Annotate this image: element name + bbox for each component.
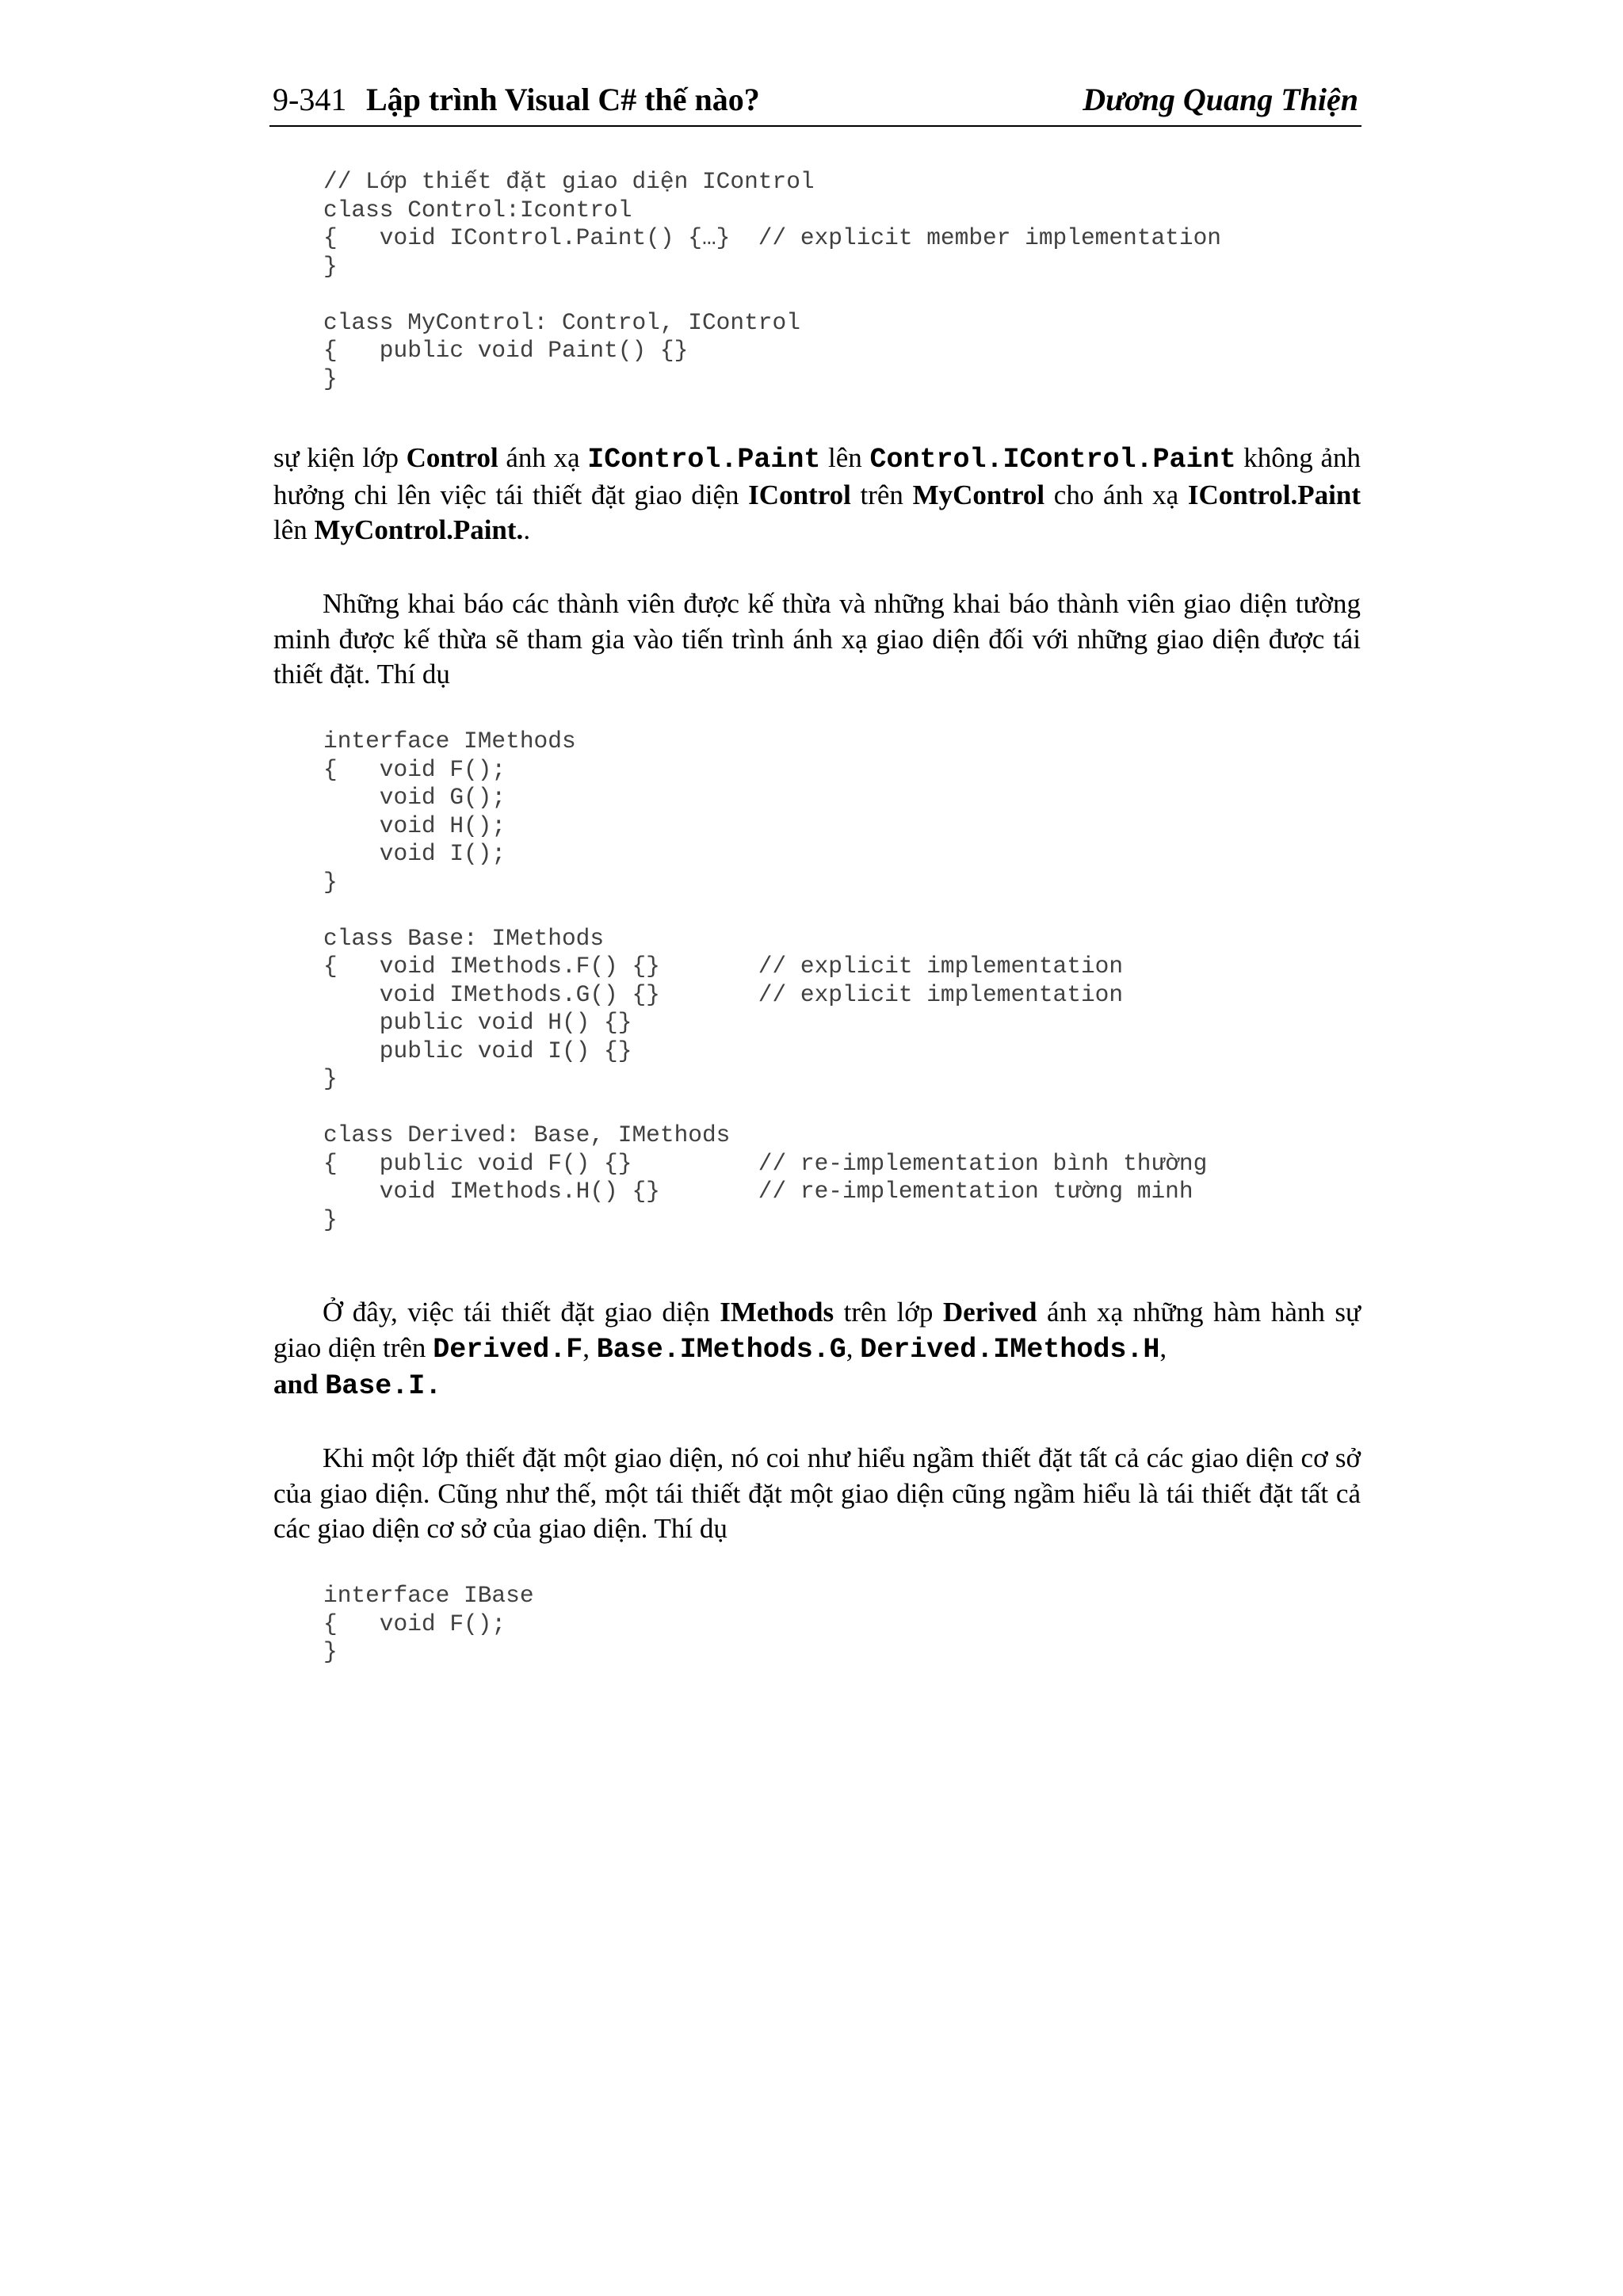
text-run: ánh xạ [498,442,588,473]
text-run: lên [273,514,315,545]
bold-term: IControl.Paint [1187,479,1361,510]
text-run: trên [850,479,913,510]
paragraph-derived-mapping [273,1295,1361,1404]
bold-term: MyControl.Paint. [314,514,524,545]
text-run: cho ánh xạ [1044,479,1188,510]
bold-term: and [273,1369,319,1400]
text-run: trên lớp [834,1297,943,1328]
paragraph-inherited-members: Những khai báo các thành viên được kế thừa và những khai báo thành viên giao diện tường minh được kế thừa sẽ tham gia vào tiến trình ánh xạ giao diện đối với những giao diện được tái thiết đặt. Thí dụ [273,588,1361,690]
bold-term: MyControl [912,479,1045,510]
code-term: Base.IMethods.G [596,1333,846,1366]
page-number: 9-341 [273,82,347,117]
text-run: , [846,1331,861,1363]
text-run: . [523,514,531,545]
author-name: Dương Quang Thiện [1083,82,1358,117]
text-run [318,1369,325,1400]
text-run: ánh xạ những hàm hành sự giao diện trên [273,1297,1361,1363]
code-term: Base.I. [325,1370,442,1402]
text-run: Ở đây, việc tái thiết đặt giao diện [323,1297,720,1328]
book-title: Lập trình Visual C# thế nào? [366,82,760,117]
paragraph-control-mapping [273,441,1361,548]
text-run: sự kiện lớp [273,442,407,473]
page-header [269,76,1361,127]
paragraph-base-interfaces: Khi một lớp thiết đặt một giao diện, nó coi như hiểu ngầm thiết đặt tất cả các giao diện cơ sở của giao diện. Cũng như thế, một tái thiết đặt một giao diện cũng ngầm hiểu là tái thiết đặt tất cả các giao diện cơ sở của giao diện. Thí dụ [273,1442,1361,1544]
code-term: Derived.F [433,1333,583,1366]
text-run: , [1159,1331,1167,1363]
bold-term: IMethods [720,1297,834,1328]
text-run: , [582,1331,597,1363]
code-term: IControl.Paint [587,444,821,476]
bold-term: IControl [748,479,851,510]
bold-term: Control [406,442,498,473]
text-run: lên [820,442,870,473]
code-term: Derived.IMethods.H [860,1333,1160,1366]
bold-term: Derived [942,1297,1037,1328]
code-block-control: // Lớp thiết đặt giao diện IControl class Control:Icontrol { void IControl.Paint() {…} // explicit member implementation } class MyControl: Control, IControl { public void Paint() {} } [323,168,1221,392]
code-block-ibase: interface IBase { void F(); } [323,1582,534,1665]
code-block-imethods: interface IMethods { void F(); void G(); void H(); void I(); } class Base: IMethods { void IMethods.F() {} // explicit implementation void IMethods.G() {} // explicit implementation public void H() {} public void I() {} } class Derived: Base, IMethods { public void F() {} // re-implementation bình thường void IMethods.H() {} // re-implementation tường minh } [323,728,1208,1233]
code-term: Control.IControl.Paint [869,444,1236,476]
text-run: không ảnh hưởng chi lên việc tái thiết đặt giao diện [273,442,1361,510]
